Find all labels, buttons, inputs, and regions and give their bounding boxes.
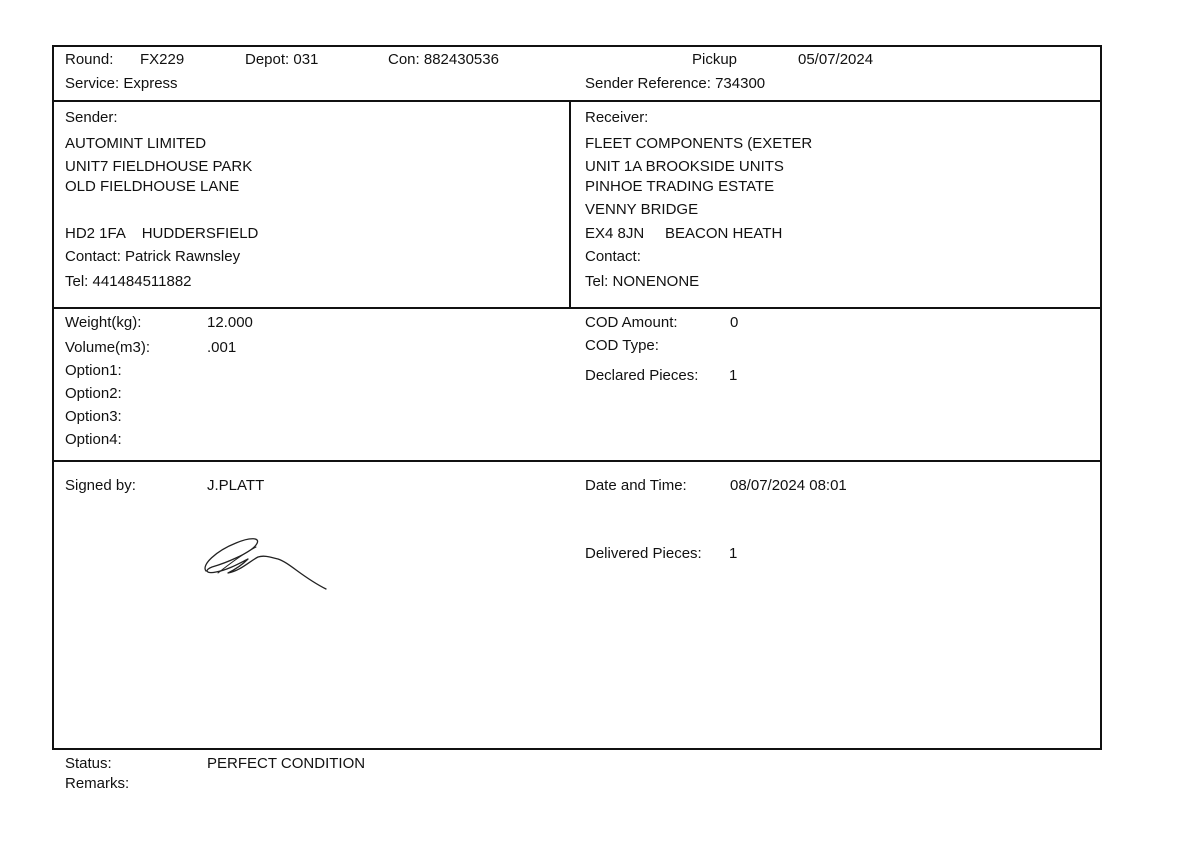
service: Service: Express (65, 75, 178, 92)
receiver-address-line-3: VENNY BRIDGE (585, 201, 699, 218)
depot: Depot: 031 (245, 51, 319, 68)
delivered-pieces-label: Delivered Pieces: (585, 545, 702, 562)
divider-shipment (52, 460, 1102, 462)
weight-label: Weight(kg): (65, 314, 142, 331)
sender-label: Sender: (65, 109, 118, 126)
divider-sender-receiver (569, 100, 571, 309)
cod-amount-value: 0 (730, 314, 739, 331)
date-time-label: Date and Time: (585, 477, 687, 494)
sender-contact: Contact: Patrick Rawnsley (65, 248, 241, 265)
sender-address-line-2: OLD FIELDHOUSE LANE (65, 178, 240, 195)
divider-addresses (52, 307, 1102, 309)
option1-label: Option1: (65, 362, 122, 379)
receiver-address-line-2: PINHOE TRADING ESTATE (585, 178, 775, 195)
receiver-address-line-1: UNIT 1A BROOKSIDE UNITS (585, 158, 784, 175)
option2-label: Option2: (65, 385, 122, 402)
sender-reference: Sender Reference: 734300 (585, 75, 766, 92)
receiver-label: Receiver: (585, 109, 649, 126)
date-time-value: 08/07/2024 08:01 (730, 477, 847, 494)
sender-tel: Tel: 441484511882 (65, 273, 192, 290)
receiver-postcode-city: EX4 8JN BEACON HEATH (585, 225, 783, 242)
status-value: PERFECT CONDITION (207, 755, 366, 772)
option3-label: Option3: (65, 408, 122, 425)
consignment-number: Con: 882430536 (388, 51, 499, 68)
round-value: FX229 (140, 51, 185, 68)
signed-by-value: J.PLATT (207, 477, 265, 494)
round-label: Round: (65, 51, 114, 68)
receiver-tel: Tel: NONENONE (585, 273, 700, 290)
divider-header (52, 100, 1102, 102)
cod-type-label: COD Type: (585, 337, 659, 354)
volume-label: Volume(m3): (65, 339, 151, 356)
status-label: Status: (65, 755, 112, 772)
receiver-contact: Contact: (585, 248, 641, 265)
pickup-date: 05/07/2024 (798, 51, 874, 68)
sender-postcode-city: HD2 1FA HUDDERSFIELD (65, 225, 259, 242)
option4-label: Option4: (65, 431, 122, 448)
pickup-label: Pickup (692, 51, 738, 68)
cod-amount-label: COD Amount: (585, 314, 678, 331)
weight-value: 12.000 (207, 314, 253, 331)
receiver-name: FLEET COMPONENTS (EXETER (585, 135, 813, 152)
declared-pieces-label: Declared Pieces: (585, 367, 699, 384)
sender-name: AUTOMINT LIMITED (65, 135, 207, 152)
delivery-note-frame (52, 45, 1102, 750)
sender-address-line-1: UNIT7 FIELDHOUSE PARK (65, 158, 253, 175)
declared-pieces-value: 1 (729, 367, 738, 384)
volume-value: .001 (207, 339, 237, 356)
remarks-label: Remarks: (65, 775, 130, 792)
signed-by-label: Signed by: (65, 477, 136, 494)
signature-image (198, 533, 330, 595)
delivered-pieces-value: 1 (729, 545, 738, 562)
